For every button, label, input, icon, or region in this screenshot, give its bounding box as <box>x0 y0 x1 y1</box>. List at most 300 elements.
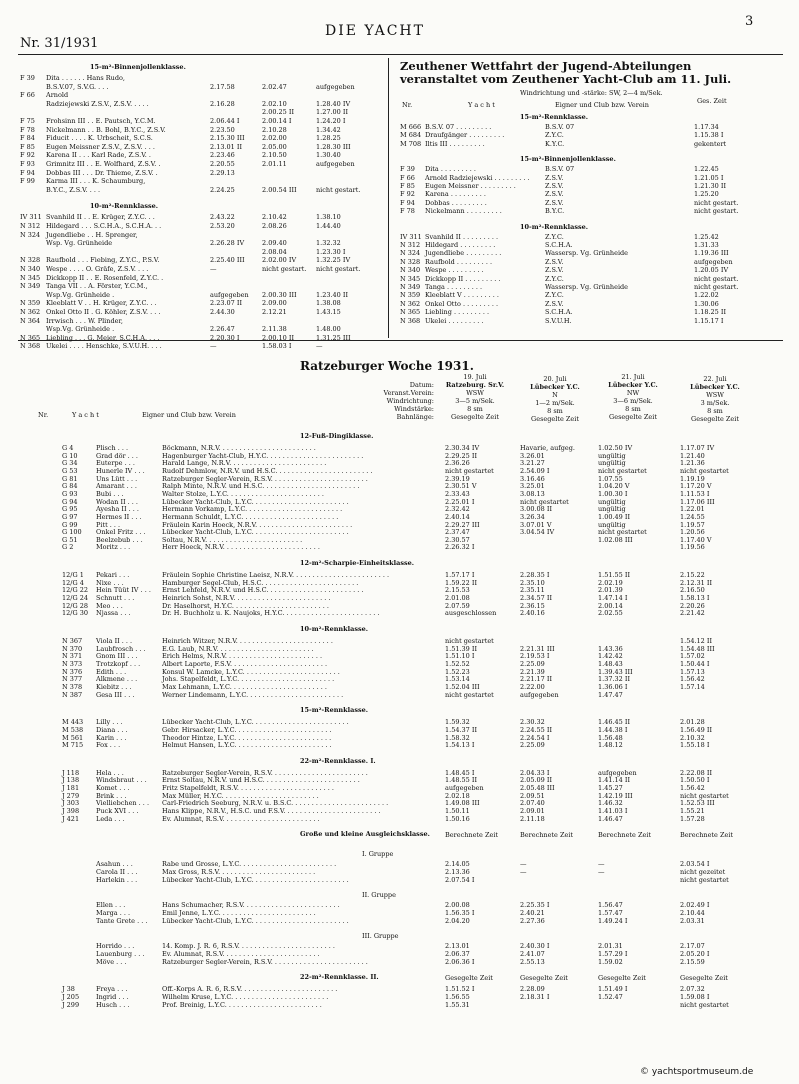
time-day-4: 1.20.56 <box>680 528 705 537</box>
sail-number: G 2 <box>62 543 74 552</box>
time-day-4: 1.19.56 <box>680 543 705 552</box>
column-header: Eigner und Club bzw. Verein <box>555 101 649 109</box>
time-day-3: 1.37.32 II <box>598 675 631 684</box>
time-day-2: 2.41.07 <box>520 949 545 958</box>
column-header: Y a c h t <box>72 411 99 419</box>
time-race-3: 1.38.10 <box>316 213 341 222</box>
sail-number: J 138 <box>62 776 80 785</box>
yacht-owner: Arnold <box>46 91 69 100</box>
time-day-2: 2.25.35 I <box>520 901 550 910</box>
sail-number: F 78 <box>20 125 35 134</box>
watermark: © yachtsportmuseum.de <box>640 1067 754 1077</box>
time-day-2: 2.35.10 <box>520 578 545 587</box>
total-time: 1.22.45 <box>694 165 719 174</box>
time-day-2: — <box>520 868 527 876</box>
time-day-3: 1.42.42 <box>598 652 623 661</box>
yacht-name: B.S.V. 07 . . . . . . . . . <box>425 123 492 131</box>
yacht-name: Tante Grete . . . <box>96 916 148 925</box>
time-day-2: 2.18.31 I <box>520 992 550 1001</box>
day-wind-strength: 3—5 m/Sek. <box>455 397 495 405</box>
sail-number: N 359 <box>400 291 421 300</box>
group-heading: III. Gruppe <box>362 932 399 941</box>
yacht-name: Meo . . . <box>96 601 123 610</box>
sail-number: N 368 <box>400 316 421 325</box>
yacht-name: Freya . . . <box>96 985 128 994</box>
header-label: Windstärke: <box>394 405 434 413</box>
total-time: nicht gestart. <box>694 207 739 216</box>
time-day-2: 3.26.01 <box>520 451 545 460</box>
yacht-name: Draufgänger . . . . . . . . . <box>425 131 505 140</box>
page-number: 3 <box>745 14 754 29</box>
time-day-1: 2.25.01 I <box>445 497 475 506</box>
yacht-owner: Karma III . . . K. Schaumburg, <box>46 177 146 186</box>
time-day-3: 1.39.43 III <box>598 667 633 676</box>
time-day-4: 2.17.07 <box>680 942 705 951</box>
time-day-2: 3.25.01 <box>520 482 545 491</box>
time-race-2: 2.02.00 <box>262 134 287 143</box>
time-day-2: — <box>520 860 527 869</box>
yacht-owner: Tanga VII . . A. Förster, Y.C.M., <box>46 282 148 291</box>
time-day-2: 2.25.09 <box>520 659 545 668</box>
time-day-2: 2.34.57 II <box>520 594 553 603</box>
time-day-4: nicht gestartet <box>680 1000 729 1009</box>
owner-club: Lübecker Yacht-Club, L.Y.C. . . . . . . . . . . . . . . . . . . . . . . . <box>162 916 349 925</box>
yacht-name: Hein Tüüt IV . . . <box>96 586 151 595</box>
time-day-1: 1.52.23 <box>445 667 470 676</box>
owner-club: Soltau, N.R.V. . . . . . . . . . . . . . . . . . . . . . . . <box>162 535 303 544</box>
sail-number: J 421 <box>62 814 80 823</box>
sail-number: J 303 <box>62 799 80 808</box>
section-title: Zeuthener Wettfahrt der Jugend-Abteilungen <box>400 59 692 73</box>
total-time: 1.15.38 I <box>694 131 724 140</box>
day-wind-direction: NW <box>626 389 640 397</box>
time-day-1: 2.06.36 I <box>445 957 475 966</box>
sail-number: 12/G 28 <box>62 601 88 610</box>
yacht-name: Lauenburg . . . <box>96 949 145 958</box>
time-race-3: aufgegeben <box>316 160 355 168</box>
time-day-1: 2.01.08 <box>445 594 470 603</box>
time-race-2: 2.00.10 II <box>262 333 295 342</box>
time-day-4: 1.57.14 <box>680 682 705 691</box>
time-day-1: nicht gestartet <box>445 466 494 475</box>
time-day-4: 1.22.01 <box>680 505 705 514</box>
group-heading: II. Gruppe <box>362 891 396 900</box>
time-day-3: 1.36.06 I <box>598 682 628 691</box>
time-day-4: 1.54.12 II <box>680 637 713 645</box>
day-date: 21. Juli <box>621 373 645 381</box>
time-race-1: 2.24.25 <box>210 185 235 194</box>
column-header: Y a c h t <box>468 101 495 109</box>
total-time: gekentert <box>694 139 727 148</box>
time-day-3: 1.49.24 I <box>598 916 628 925</box>
time-day-4: 2.22.08 II <box>680 768 713 777</box>
yacht-name: Edith . . . <box>96 667 127 676</box>
time-day-1: 2.00.08 <box>445 901 470 910</box>
time-day-4: 1.24.55 <box>680 512 705 521</box>
time-day-1: 2.40.14 <box>445 512 470 521</box>
time-day-1: aufgegeben <box>445 784 484 793</box>
yacht-owner: Jugendliebe . . H. Sprenger, <box>46 230 138 239</box>
header-rule <box>18 54 783 55</box>
time-day-4: 2.15.22 <box>680 571 705 580</box>
sail-number: N 362 <box>400 299 421 308</box>
owner-club: E.G. Laub, N.R.V. . . . . . . . . . . . . . . . . . . . . . . . <box>162 644 314 653</box>
sail-number: F 39 <box>400 165 415 174</box>
owner-club: Z.Y.C. <box>545 274 564 283</box>
owner-club: Max Lehmann, L.Y.C. . . . . . . . . . . . . . . . . . . . . . . . <box>162 682 327 691</box>
time-race-2: nicht gestart. <box>262 265 307 273</box>
owner-club: Gebr. Hirsacker, L.Y.C. . . . . . . . . . . . . . . . . . . . . . . . <box>162 725 332 734</box>
owner-club: Dr. H. Buchholz u. K. Naujoks, H.Y.C. . . . . . . . . . . . . . . . . . . . . . . . <box>162 609 380 618</box>
yacht-owner: Liebling . . . G. Meier, S.C.H.A. . . . <box>46 333 160 342</box>
time-day-4: 1.19.19 <box>680 474 705 483</box>
time-race-3: 1.34.42 <box>316 125 341 134</box>
time-day-2: 2.40.30 I <box>520 942 550 951</box>
time-day-1: 2.14.05 <box>445 860 470 869</box>
time-race-1: 2.23.46 <box>210 151 235 160</box>
issue-number: Nr. 31/1931 <box>20 36 99 51</box>
sail-number: F 85 <box>20 142 35 151</box>
owner-club: Z.S.V. <box>545 299 564 308</box>
time-day-4: 1.17.06 III <box>680 497 715 506</box>
owner-club: Hans Schumacher, R.S.V. . . . . . . . . . . . . . . . . . . . . . . . <box>162 901 340 910</box>
sail-number: M 708 <box>400 139 422 148</box>
time-day-3: 1.04.20 V <box>598 482 630 491</box>
sail-number: N 340 <box>400 266 421 275</box>
owner-club: Z.S.V. <box>545 257 564 266</box>
sail-number: N 340 <box>20 265 41 273</box>
time-day-4: 1.50.44 I <box>680 659 710 668</box>
time-race-2: 2.08.04 <box>262 247 287 256</box>
time-race-2: 1.58.03 I <box>262 342 292 351</box>
time-day-1: 1.48.55 II <box>445 776 478 785</box>
time-race-2: 2.09.00 <box>262 299 287 308</box>
time-race-1: 2.29.13 <box>210 168 235 177</box>
owner-club: Hermann Vorkamp, L.Y.C. . . . . . . . . . . . . . . . . . . . . . . . <box>162 505 343 514</box>
column-header: Nr. <box>38 411 49 419</box>
time-race-1: — <box>210 265 217 273</box>
sail-number: N 324 <box>400 249 421 258</box>
time-race-1: 2.23.50 <box>210 125 235 134</box>
sail-number: N 328 <box>400 257 421 266</box>
owner-club: S.C.H.A. <box>545 241 573 249</box>
time-day-2: 2.07.40 <box>520 799 545 808</box>
total-time: 1.20.05 IV <box>694 266 729 275</box>
class-heading: 15-m²-Binnenjollenklasse. <box>520 155 616 164</box>
sail-number: N 345 <box>20 273 41 282</box>
time-day-1: 1.52.04 III <box>445 682 480 691</box>
yacht-name: Moritz . . . <box>96 543 131 552</box>
time-day-1: 1.58.32 <box>445 733 470 742</box>
time-day-4: 2.10.32 <box>680 733 705 742</box>
time-day-3: 1.51.55 II <box>598 571 631 580</box>
time-day-3: 1.48.12 <box>598 741 623 750</box>
yacht-name: Leda . . . <box>96 814 125 823</box>
time-day-1: 1.52.52 <box>445 659 470 668</box>
time-race-2: 2.00.54 III <box>262 185 297 194</box>
time-day-4: 2.21.42 <box>680 609 705 618</box>
sail-number: G 53 <box>62 466 78 475</box>
yacht-name: Puck XVI . . . <box>96 807 139 816</box>
owner-club: Heinrich Sohst, N.R.V. . . . . . . . . . . . . . . . . . . . . . . . <box>162 594 331 603</box>
time-day-4: 2.10.44 <box>680 908 705 917</box>
time-day-3: 1.46.47 <box>598 814 623 823</box>
time-race-2: 2.01.11 <box>262 160 287 168</box>
time-day-3: ungültig <box>598 497 626 506</box>
time-day-4: 1.57.02 <box>680 652 705 661</box>
time-day-3: nicht gestartet <box>598 528 647 537</box>
time-day-1: 2.33.43 <box>445 489 470 498</box>
yacht-name: Euterpe . . . <box>96 459 135 468</box>
owner-club: S.V.U.H. <box>545 316 572 325</box>
owner-club: Prof. Breinig, L.Y.C. . . . . . . . . . . . . . . . . . . . . . . . <box>162 1000 322 1009</box>
class-heading: 15-m²-Rennklasse. <box>520 113 589 121</box>
total-time: 1.21.30 II <box>694 182 727 190</box>
header-label: Veranst.Verein: <box>383 389 434 397</box>
yacht-name: Schnutt . . . <box>96 594 135 603</box>
yacht-name: Beelzebub . . . <box>96 535 143 544</box>
owner-club: Emil Jenne, L.Y.C. . . . . . . . . . . . . . . . . . . . . . . . <box>162 908 316 917</box>
yacht-owner: Nickelmann . . B. Bohl, B.Y.C., Z.S.V. <box>46 125 166 134</box>
owner-club: Lübecker Yacht-Club, L.Y.C. . . . . . . . . . . . . . . . . . . . . . . . <box>162 497 349 506</box>
time-day-3: 1.46.45 II <box>598 718 631 727</box>
class-heading: 10-m²-Rennklasse. <box>520 222 589 231</box>
time-day-2: 2.09.01 <box>520 807 545 816</box>
sail-number: N 370 <box>62 644 83 653</box>
sail-number: M 684 <box>400 131 422 140</box>
day-distance: 8 sm <box>547 407 563 415</box>
day-wind-direction: WSW <box>466 389 484 397</box>
owner-club: Z.S.V. <box>545 198 564 207</box>
header-label: Bahnlänge: <box>396 413 434 421</box>
time-day-3: 1.56.48 <box>598 733 623 742</box>
time-day-2: 2.28.35 I <box>520 571 550 580</box>
time-race-2: 2.02.00 IV <box>262 256 297 265</box>
sail-number: N 364 <box>20 316 41 325</box>
time-day-2: 3.08.13 <box>520 489 545 498</box>
time-day-3: 1.48.43 <box>598 659 623 668</box>
time-day-1: 2.07.59 <box>445 601 470 610</box>
column-header: Eigner und Club bzw. Verein <box>142 411 236 419</box>
owner-club: K.Y.C. <box>545 139 565 148</box>
sail-number: F 66 <box>20 91 35 100</box>
time-day-3: 1.47.14 I <box>598 594 628 603</box>
yacht-name: Windsbraut . . . <box>96 776 147 785</box>
time-race-2: 2.00.14 I <box>262 117 292 125</box>
time-race-3: 1.23.40 II <box>316 290 349 299</box>
yacht-name: Ellen . . . <box>96 901 126 910</box>
time-race-2: 2.05.00 <box>262 142 287 151</box>
time-race-2: 2.10.42 <box>262 213 287 222</box>
time-race-2: 2.10.50 <box>262 151 287 160</box>
time-race-3: 1.28.40 IV <box>316 99 351 108</box>
day-subheader: Gesegelte Zeit <box>609 413 657 421</box>
time-day-1: 1.59.22 II <box>445 578 478 587</box>
time-day-3: 2.02.55 <box>598 609 623 618</box>
yacht-name: Pekari . . . <box>96 571 130 580</box>
time-race-2: 2.11.38 <box>262 325 287 334</box>
sail-number: N 371 <box>62 652 83 661</box>
time-race-1: 2.20.55 <box>210 160 235 168</box>
sail-number: N 368 <box>20 342 41 351</box>
owner-club: S.C.H.A. <box>545 308 573 317</box>
time-day-1: 1.57.17 I <box>445 571 475 580</box>
time-day-2: 2.09.51 <box>520 791 545 800</box>
sail-number: J 398 <box>62 807 80 816</box>
yacht-owner: Wsp. Vg. Grünheide <box>46 239 113 248</box>
time-day-1: 2.13.36 <box>445 868 470 876</box>
time-race-3: 1.44.40 <box>316 222 341 230</box>
yacht-owner: Hildegard . . . S.C.H.A., S.C.H.A. . . <box>46 222 162 230</box>
sail-number: G 51 <box>62 535 78 544</box>
time-day-3: 1.57.47 <box>598 908 623 917</box>
time-day-2: 2.40.16 <box>520 609 545 618</box>
sail-number: G 93 <box>62 489 78 498</box>
yacht-owner: Wsp.Vg. Grünheide . <box>46 290 115 299</box>
yacht-owner: Kleeblatt V . . H. Krüger, Z.Y.C. . . <box>46 299 157 308</box>
sail-number: N 378 <box>62 682 83 691</box>
owner-club: Z.S.V. <box>545 190 564 199</box>
time-day-3: 1.41.03 I <box>598 807 628 816</box>
day-distance: 8 sm <box>707 407 723 415</box>
time-day-4: 2.07.32 <box>680 985 705 994</box>
owner-club: Theodor Hintze, L.Y.C. . . . . . . . . . . . . . . . . . . . . . . . <box>162 733 332 742</box>
sail-number: G 94 <box>62 497 78 506</box>
header-label: Datum: <box>409 381 434 389</box>
day-wind-strength: 3—6 m/Sek. <box>613 397 653 405</box>
time-race-1: — <box>210 342 217 351</box>
time-race-1: 2.53.20 <box>210 222 235 230</box>
yacht-owner: Dickkopp II . . E. Rosenfeld, Z.Y.C. . <box>46 273 164 282</box>
time-day-1: 2.15.53 <box>445 586 470 595</box>
owner-club: Erich Helms, N.R.V. . . . . . . . . . . . . . . . . . . . . . . . <box>162 652 323 661</box>
yacht-owner: Dobbas III . . . Dr. Thieme, Z.S.V. . <box>46 168 158 177</box>
yacht-owner: Irrwisch . . . W. Plinder, <box>46 316 123 325</box>
time-race-1: 2.44.30 <box>210 308 235 316</box>
owner-club: Albert Laporte, F.S.V. . . . . . . . . . . . . . . . . . . . . . . . <box>162 659 328 668</box>
owner-club: Z.Y.C. <box>545 232 564 241</box>
sail-number: G 34 <box>62 459 78 468</box>
total-time: 1.17.34 <box>694 123 719 131</box>
yacht-name: Ukelei . . . . . . . . . <box>425 316 484 325</box>
time-race-1: 2.25.40 III <box>210 256 245 265</box>
time-day-1: 1.48.45 I <box>445 768 475 777</box>
section-title: veranstaltet vom Zeuthener Yacht-Club am 11. Juli. <box>400 72 732 86</box>
time-day-3: — <box>598 868 605 876</box>
sail-number: F 92 <box>20 151 35 160</box>
time-day-3: 1.52.47 <box>598 992 623 1001</box>
time-day-1: 2.29.27 III <box>445 520 480 529</box>
owner-club: Fräulein Sophie Christine Laeisz, N.R.V. . . . . . . . . . . . . . . . . . . . . . . . <box>162 571 390 580</box>
day-wind-strength: 3 m/Sek. <box>700 399 730 407</box>
owner-club: Lübecker Yacht-Club, L.Y.C. . . . . . . . . . . . . . . . . . . . . . . . <box>162 528 349 537</box>
class-heading: 22-m²-Rennklasse. II. <box>300 973 379 982</box>
time-day-1: 1.55.31 <box>445 1000 470 1009</box>
sail-number: 12/G 4 <box>62 578 84 587</box>
time-day-1: 2.13.01 <box>445 942 470 951</box>
yacht-name: Asahun . . . <box>96 860 133 869</box>
owner-club: Harald Lange, N.R.V. . . . . . . . . . . . . . . . . . . . . . . . <box>162 459 327 468</box>
time-day-1: 2.37.47 <box>445 528 470 537</box>
owner-club: Heinrich Witzer, N.R.V. . . . . . . . . . . . . . . . . . . . . . . . <box>162 637 333 645</box>
time-day-1: 1.49.08 III <box>445 799 480 808</box>
total-time: 1.22.02 <box>694 291 719 300</box>
time-subheader: Berechnete Zeit <box>598 831 652 840</box>
yacht-name: Hermes II . . . <box>96 512 142 521</box>
sail-number: N 312 <box>20 222 41 230</box>
owner-club: Konsul W. Lamcke, L.Y.C. . . . . . . . . . . . . . . . . . . . . . . . <box>162 667 340 676</box>
time-day-3: 1.44.38 I <box>598 725 628 734</box>
yacht-owner: Eugen Meissner Z.S.V., Z.S.V. . . . <box>46 142 155 151</box>
owner-club: Ratzeburger Segler-Verein, R.S.V. . . . . . . . . . . . . . . . . . . . . . . . <box>162 768 368 777</box>
class-heading: 15-m²-Binnenjollenklasse. <box>90 63 186 71</box>
sail-number: J 299 <box>62 1000 80 1009</box>
yacht-name: Möve . . . <box>96 957 127 966</box>
time-day-3: 1.57.29 I <box>598 949 628 958</box>
yacht-owner: Karena II . . . Karl Rade, Z.S.V. . <box>46 151 151 160</box>
yacht-owner: B.S.V.07, S.V.G. . . . <box>46 82 109 91</box>
time-race-1: 2.15.30 III <box>210 134 245 143</box>
time-day-4: 1.52.53 III <box>680 799 715 808</box>
yacht-name: Vielliebchen . . . <box>96 799 150 808</box>
yacht-owner: Ukelei . . . . Henschke, S.V.U.H. . . . <box>46 342 162 351</box>
yacht-name: Onkel Fritz . . . <box>96 528 146 537</box>
sail-number: N 376 <box>62 667 83 676</box>
time-day-4: 1.55.18 I <box>680 741 710 750</box>
day-club: Lübecker Y.C. <box>608 381 658 389</box>
time-day-2: 2.21.31 III <box>520 644 555 653</box>
owner-club: Ratzeburger Segler-Verein, R.S.V. . . . . . . . . . . . . . . . . . . . . . . . <box>162 957 368 966</box>
day-subheader: Gesegelte Zeit <box>531 415 579 423</box>
magazine-title: DIE YACHT <box>325 23 425 39</box>
time-day-4: 1.21.36 <box>680 459 705 468</box>
time-day-2: 3.21.27 <box>520 459 545 468</box>
time-day-4: 1.58.13 I <box>680 594 710 603</box>
class-heading: 15-m²-Rennklasse. <box>300 706 369 715</box>
sail-number: J 181 <box>62 784 80 793</box>
sail-number: N 387 <box>62 690 83 699</box>
time-day-4: 1.56.49 II <box>680 725 713 734</box>
time-day-3: 1.42.19 III <box>598 791 633 800</box>
time-race-2: 2.02.47 <box>262 82 287 91</box>
yacht-name: Dickkopp II . . . . . . . . . <box>425 274 501 283</box>
yacht-name: Gesa III . . . <box>96 690 135 699</box>
time-day-4: 2.01.28 <box>680 718 705 727</box>
time-race-1: 2.17.58 <box>210 82 235 91</box>
time-day-1: 2.26.32 I <box>445 543 475 552</box>
time-day-2: 2.24.55 II <box>520 725 553 734</box>
sail-number: M 443 <box>62 718 84 727</box>
time-day-4: 1.17.07 IV <box>680 444 715 452</box>
time-day-4: nicht gezeitet <box>680 868 726 876</box>
yacht-name: Raufbold . . . . . . . . . <box>425 257 493 266</box>
time-day-3: 2.00.14 <box>598 601 623 610</box>
sail-number: F 94 <box>400 198 415 207</box>
time-day-4: nicht gestartet <box>680 875 729 884</box>
time-day-1: 1.51.39 II <box>445 644 478 653</box>
yacht-owner: Grimnitz III . . E. Wolfhard, Z.S.V. . <box>46 160 161 168</box>
time-day-4: 1.17.40 V <box>680 535 712 544</box>
yacht-name: Plisch . . . <box>96 444 129 452</box>
time-day-2: 3.04.54 IV <box>520 528 555 537</box>
time-day-1: 2.29.25 II <box>445 451 478 460</box>
yacht-name: Nickelmann . . . . . . . . . <box>425 207 502 216</box>
day-club: Lübecker Y.C. <box>530 383 580 391</box>
class-heading: 10-m²-Rennklasse. <box>300 625 369 633</box>
day-subheader: Gesegelte Zeit <box>451 413 499 421</box>
time-day-3: 1.02.08 III <box>598 535 633 544</box>
time-day-1: 2.39.19 <box>445 474 470 483</box>
